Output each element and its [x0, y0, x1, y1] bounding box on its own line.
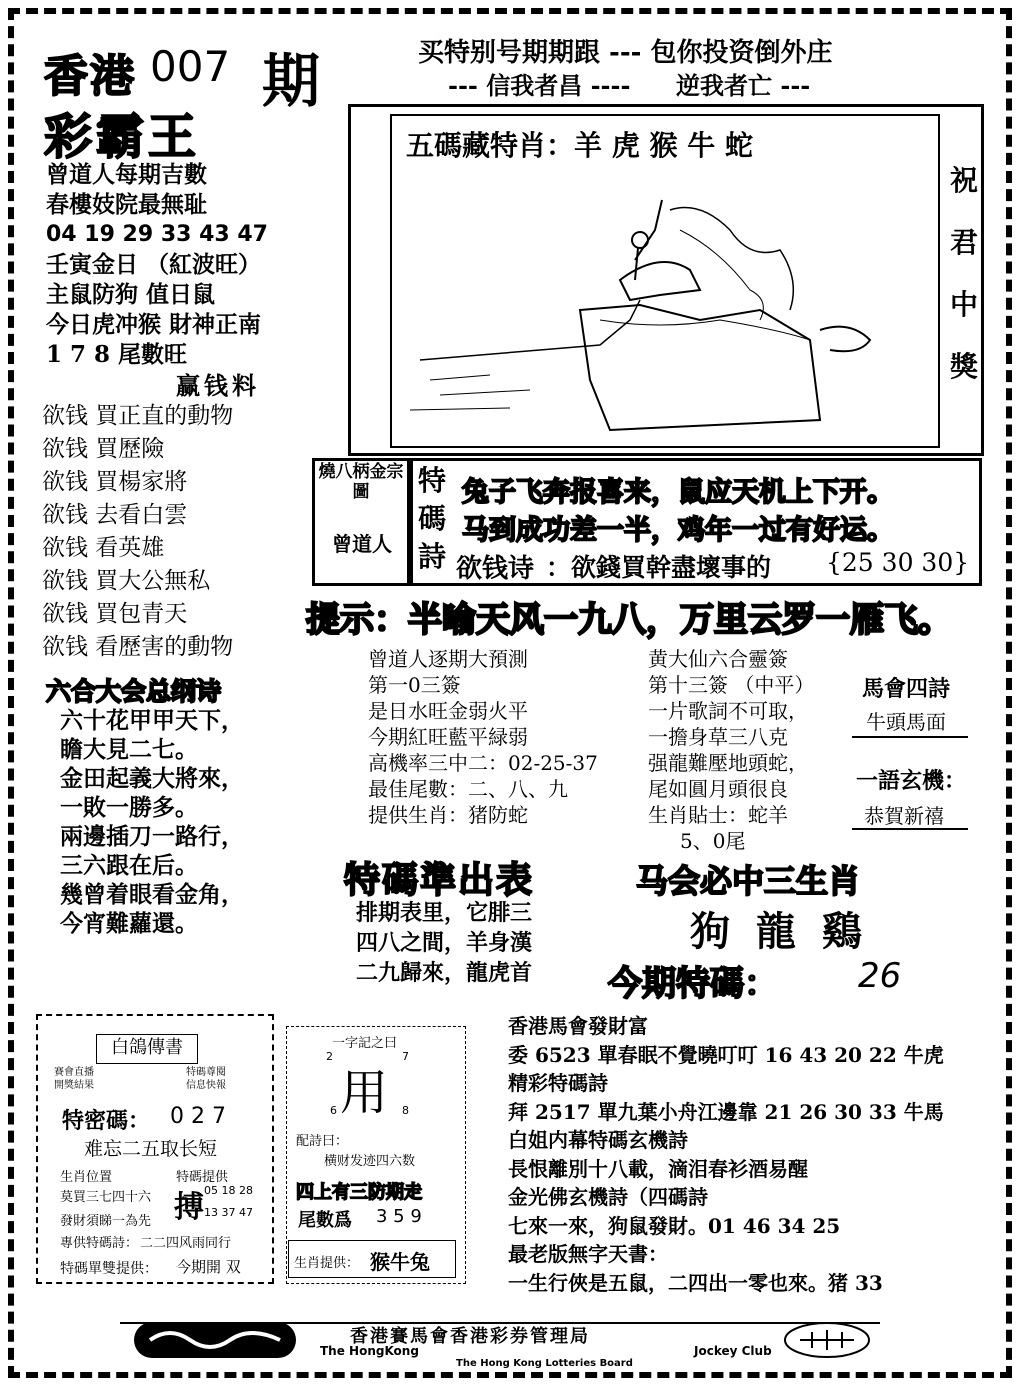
zeng-predict-list — [368, 646, 598, 828]
one-word-tail-label: 尾數爲 — [298, 1210, 352, 1231]
special-table-title: 特碼準出表 — [344, 860, 535, 901]
liuhe-line: 兩邊插刀一路行， — [60, 823, 244, 850]
wts-line: 5、0尾 — [680, 829, 746, 853]
white-dove-small-left: 賽會直播 開獎結果 — [54, 1067, 94, 1091]
white-dove-secret-note: 难忘二五取长短 — [84, 1138, 218, 1160]
right-list-line: 香港馬會發財富 — [508, 1014, 648, 1038]
one-word-title: 一字記之曰 — [332, 1036, 398, 1051]
liuhe-line: 一敗一勝多。 — [60, 794, 198, 821]
zeng-line: 高機率三中二：02-25-37 — [368, 751, 598, 775]
lotteries-logo-right — [782, 1320, 872, 1360]
white-dove-zodiac-label: 生肖位置 — [60, 1170, 113, 1185]
liuhe-line: 幾曾着眼看金角， — [60, 881, 244, 908]
white-dove-zodiac-line2: 發財須睇一為先 — [60, 1214, 152, 1229]
left-info-line: 今日虎冲猴 財神正南 — [46, 311, 262, 338]
liuhe-line: 金田起義大將來， — [60, 765, 244, 792]
white-dove-small-right: 特碼尊閱 信息快報 — [186, 1067, 226, 1091]
side-char: 君 — [949, 226, 978, 259]
liuhe-line: 今宵難蘿還。 — [60, 910, 198, 937]
wts-line: 尾如圓月頭很良 — [648, 777, 788, 801]
yiyu-underline — [852, 828, 968, 830]
one-word-poem-text: 横财发迹四六数 — [324, 1154, 416, 1169]
wts-line: 一片歌詞不可取， — [648, 699, 808, 723]
this-issue-value: 26 — [858, 956, 902, 996]
special-poem-label — [414, 462, 450, 576]
this-issue-label: 今期特碼： — [608, 964, 778, 1004]
footer-en-right: Jockey Club — [694, 1344, 772, 1358]
right-list-line: 精彩特碼詩 — [508, 1071, 608, 1095]
win-money-item: 欲钱 看歷害的動物 — [42, 634, 234, 660]
special-poem-line2: 马到成功差一半，鸡年一过有好运。 — [462, 515, 894, 546]
jockey-club-logo-left — [130, 1318, 300, 1362]
zeng-line: 是日水旺金弱火平 — [368, 699, 528, 723]
label-char: 詩 — [417, 540, 446, 573]
footer-en-left: The HongKong — [320, 1344, 419, 1358]
wts-line: 黄大仙六合靈簽 — [648, 647, 788, 671]
zeng-line: 提供生肖：猪防蛇 — [368, 803, 528, 827]
zeng-line: 第一0三簽 — [368, 673, 461, 697]
yiyu-value: 恭賀新禧 — [864, 804, 944, 828]
three-zodiac-title: 马会必中三生肖 — [636, 862, 861, 900]
white-dove-zodiac-line1: 莫買三七四十六 — [60, 1190, 152, 1205]
one-word-big-char: 用 — [340, 1065, 389, 1121]
rider-illustration — [400, 170, 930, 440]
white-dove-secret-label: 特密碼： — [62, 1108, 151, 1134]
horse-poem-title: 馬會四詩 — [862, 676, 951, 702]
special-table-list — [356, 898, 532, 988]
sub-banner-right: 逆我者亡 --- — [676, 71, 811, 100]
one-word-zodiac-value: 猴牛兔 — [370, 1250, 430, 1274]
white-dove-special-char: 搏 — [174, 1190, 204, 1225]
wts-line: 一擔身草三八克 — [648, 725, 788, 749]
left-info-line: 春樓妓院最無耻 — [46, 191, 207, 218]
left-info-line: 1 7 8 尾數旺 — [46, 341, 188, 368]
win-money-item: 欲钱 買正直的動物 — [42, 403, 234, 429]
wts-line: 第十三簽 （中平） — [648, 673, 815, 697]
one-word-num: 6 — [330, 1104, 337, 1117]
footer-en-sub: The Hong Kong Lotteries Board — [456, 1358, 633, 1369]
left-info-line: 曾道人每期吉數 — [46, 161, 207, 188]
left-info-line: 04 19 29 33 43 47 — [46, 222, 268, 247]
white-dove-provide-label: 特碼單雙提供： — [60, 1261, 158, 1277]
wong-tai-sin-list — [648, 646, 814, 854]
yiyu-title: 一語玄機： — [856, 768, 967, 794]
win-money-item: 欲钱 買包青天 — [42, 601, 188, 627]
wts-line: 强龍難壓地頭蛇， — [648, 751, 808, 775]
white-dove-poem-text: 二二四风雨同行 — [140, 1236, 232, 1251]
one-word-num: 7 — [402, 1050, 409, 1063]
right-list-line: 最老版無字天書： — [508, 1242, 668, 1266]
left-info-list — [46, 160, 268, 370]
white-dove-title: 白鴿傳書 — [96, 1034, 198, 1064]
white-dove-poem-label: 專供特碼詩： — [60, 1236, 139, 1251]
side-char: 中 — [949, 288, 978, 321]
right-list-line: 一生行俠是五鼠，二四出一零也來。猪 33 — [508, 1270, 883, 1295]
top-banner: 买特别号期期跟 --- 包你投资倒外庄 — [418, 38, 833, 68]
side-char: 祝 — [949, 164, 978, 197]
zeng-line: 最佳尾數：二、八、九 — [368, 777, 568, 801]
header-region: 香港 — [44, 51, 136, 102]
one-word-note: 四上有三防期走 — [296, 1182, 422, 1203]
left-info-line: 主鼠防狗 值日鼠 — [46, 281, 216, 308]
label-char: 碼 — [417, 502, 446, 535]
right-list — [508, 1012, 944, 1297]
liuhe-line: 瞻大見二七。 — [60, 736, 198, 763]
liuhe-title: 六合大会总纲诗 — [46, 677, 222, 706]
white-dove-provide-value: 今期開 双 — [176, 1258, 241, 1276]
win-money-list — [42, 400, 233, 664]
header-issue: 007 — [150, 42, 231, 91]
special-table-line: 排期表里，它腓三 — [356, 900, 533, 926]
side-char: 獎 — [949, 350, 978, 383]
right-list-line: 拜 2517 單九葉小舟江邊靠 21 26 30 33 牛馬 — [508, 1099, 944, 1124]
special-poem-line3-label: 欲钱诗 — [456, 554, 535, 584]
horse-poem-underline — [852, 736, 968, 738]
one-word-tail-value: 3 5 9 — [376, 1206, 422, 1227]
white-dove-secret-value: 0 2 7 — [170, 1104, 226, 1129]
liuhe-list — [60, 706, 244, 938]
white-dove-nums-row1: 05 18 28 — [204, 1184, 253, 1197]
right-list-line: 七來一來，狗鼠發財。01 46 34 25 — [508, 1213, 841, 1238]
picture-caption: 五碼藏特肖：羊 虎 猴 牛 蛇 — [406, 129, 753, 162]
right-list-line: 金光佛玄機詩（四碼詩 — [508, 1185, 708, 1209]
right-list-line: 長恨離別十八載，滴泪春衫酒易醒 — [508, 1156, 808, 1181]
horse-poem-value: 牛頭馬面 — [866, 710, 946, 734]
three-zodiac-value: 狗 龍 鷄 — [690, 908, 868, 955]
liuhe-line: 三六跟在后。 — [60, 852, 198, 879]
special-poem-line3-nums: {25 30 30} — [826, 548, 970, 577]
one-word-num: 2 — [326, 1050, 333, 1063]
win-money-title: 赢钱料 — [176, 371, 260, 400]
win-money-item: 欲钱 買大公無私 — [42, 568, 211, 594]
stamp-bottom: 曾道人 — [332, 532, 392, 556]
special-table-line: 四八之間，羊身漢 — [356, 930, 533, 956]
label-char: 特 — [417, 464, 446, 497]
brand-title: 彩霸王 — [44, 109, 201, 165]
one-word-zodiac-label: 生肖提供： — [294, 1256, 360, 1271]
special-poem-line3-text: ：欲錢買幹盡壞事的 — [546, 553, 772, 582]
left-info-line: 壬寅金日 （紅波旺） — [46, 251, 262, 278]
stamp-top: 燒八柄金宗圖 — [318, 462, 404, 502]
special-poem-line1: 兔子飞奔报喜来，鼠应天机上下开。 — [462, 477, 894, 508]
right-list-line: 白姐内幕特碼玄機詩 — [508, 1128, 688, 1152]
footer-cn: 香港賽馬會香港彩券管理局 — [350, 1326, 590, 1347]
win-money-item: 欲钱 去看白雲 — [42, 502, 188, 528]
white-dove-special-label: 特碼提供 — [176, 1170, 229, 1185]
sub-banner-left: --- 信我者昌 ---- — [448, 71, 631, 100]
one-word-poem-label: 配詩曰： — [296, 1134, 349, 1149]
hint-text: 提示：半喻天风一九八，万里云罗一雁飞。 — [306, 600, 952, 640]
win-money-item: 欲钱 買歷險 — [42, 436, 165, 462]
liuhe-line: 六十花甲甲天下， — [60, 707, 244, 734]
wts-line: 生肖貼士：蛇羊 — [648, 803, 788, 827]
picture-side-text — [946, 150, 982, 398]
white-dove-nums-row2: 13 37 47 — [204, 1206, 253, 1219]
zeng-line: 曾道人逐期大預測 — [368, 647, 528, 671]
win-money-item: 欲钱 看英雄 — [42, 535, 165, 561]
zeng-line: 今期紅旺藍平緑弱 — [368, 725, 528, 749]
special-table-line: 二九歸來，龍虎首 — [356, 960, 533, 986]
header-issue-suffix: 期 — [262, 47, 321, 115]
right-list-line: 委 6523 單春眠不覺曉叮叮 16 43 20 22 牛虎 — [508, 1042, 944, 1067]
one-word-num: 8 — [402, 1104, 409, 1117]
win-money-item: 欲钱 買楊家將 — [42, 469, 188, 495]
